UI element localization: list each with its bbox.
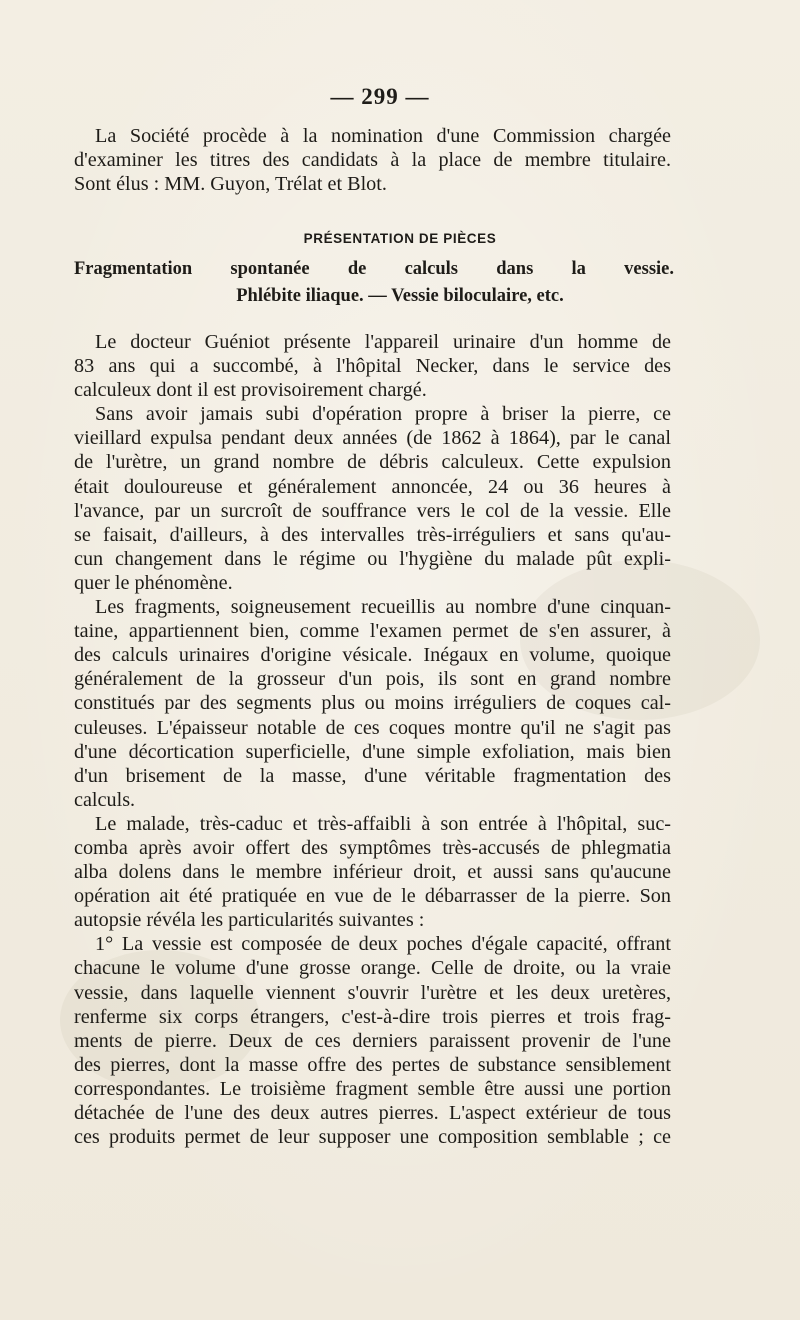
text-line: Le docteur Guéniot présente l'appareil urinaire d'un homme de	[95, 331, 671, 353]
text-line: constitués par des segments plus ou moins irréguliers de coques cal-	[74, 692, 671, 715]
text-line: Le malade, très-caduc et très-affaibli à son entrée à l'hôpital, suc-	[95, 812, 671, 835]
text-line: quer le phénomène.	[74, 571, 233, 594]
intro-paragraph	[74, 124, 671, 196]
text-line: était douloureuse et généralement annoncée, 24 ou 36 heures à	[74, 475, 671, 498]
text-line: La Société procède à la nomination d'une Commission chargée	[95, 125, 671, 147]
text-line: vessie, dans laquelle viennent s'ouvrir l'urètre et les deux uretères,	[74, 981, 671, 1004]
text-line: vieillard expulsa pendant deux années (de 1862 à 1864), par le canal	[74, 427, 671, 450]
text-line: taine, appartiennent bien, comme l'examen permet de s'en assurer, à	[74, 620, 671, 643]
text-line: 1° La vessie est composée de deux poches d'égale capacité, offrant	[95, 933, 671, 956]
text-line: chacune le volume d'une grosse orange. Celle de droite, ou la vraie	[74, 957, 671, 980]
section-header: PRÉSENTATION DE PIÈCES	[303, 231, 497, 246]
text-line: correspondantes. Le troisième fragment semble être aussi une portion	[74, 1077, 671, 1100]
section-title-line-2: Phlébite iliaque. — Vessie biloculaire, etc.	[236, 286, 564, 306]
text-line: se faisait, d'ailleurs, à des intervalles très-irréguliers et sans qu'au-	[74, 523, 671, 546]
text-line: des pierres, dont la masse offre des pertes de substance sensiblement	[74, 1053, 671, 1076]
text-line: Sont élus : MM. Guyon, Trélat et Blot.	[74, 173, 387, 196]
text-line: culeuses. L'épaisseur notable de ces coques montre qu'il ne s'agit pas	[74, 716, 671, 739]
text-line: ces produits permet de leur supposer une composition semblable ; ce	[74, 1126, 671, 1149]
text-line: cun changement dans le régime ou l'hygiène du malade pût expli-	[74, 547, 671, 570]
text-line: 83 ans qui a succombé, à l'hôpital Necker, dans le service des	[74, 355, 671, 378]
section-title-line-1: Fragmentation spontanée de calculs dans la vessie.	[74, 259, 674, 279]
page-number: — 299 —	[330, 84, 430, 109]
text-line: généralement de la grosseur d'un pois, ils sont en grand nombre	[74, 668, 671, 691]
text-line: détachée de l'une des deux autres pierres. L'aspect extérieur de tous	[74, 1102, 671, 1124]
text-line: Les fragments, soigneusement recueillis au nombre d'une cinquan-	[95, 596, 671, 619]
text-line: calculeux dont il est provisoirement chargé.	[74, 379, 427, 402]
body-text	[74, 330, 671, 1149]
text-line: de l'urètre, un grand nombre de débris calculeux. Cette expulsion	[74, 451, 671, 474]
text-line: alba dolens dans le membre inférieur droit, et aussi sans qu'aucune	[74, 861, 671, 884]
text-line: d'examiner les titres des candidats à la place de membre titulaire.	[74, 149, 671, 172]
text-line: renferme six corps étrangers, c'est-à-dire trois pierres et trois frag-	[74, 1005, 671, 1028]
text-line: d'une décortication superficielle, d'une simple exfoliation, mais bien	[74, 740, 671, 763]
text-line: calculs.	[74, 788, 136, 811]
text-line: opération ait été pratiquée en vue de le débarrasser de la pierre. Son	[74, 885, 671, 908]
text-line: comba après avoir offert des symptômes très-accusés de phlegmatia	[74, 836, 671, 859]
text-line: Sans avoir jamais subi d'opération propre à briser la pierre, ce	[95, 403, 671, 426]
text-line: l'avance, par un surcroît de souffrance vers le col de la vessie. Elle	[74, 499, 671, 522]
text-line: des calculs urinaires d'origine vésicale. Inégaux en volume, quoique	[74, 644, 671, 667]
text-line: d'un brisement de la masse, d'une véritable fragmentation des	[74, 764, 671, 787]
text-line: autopsie révéla les particularités suivantes :	[74, 909, 425, 932]
text-line: ments de pierre. Deux de ces derniers paraissent provenir de l'une	[74, 1029, 671, 1052]
